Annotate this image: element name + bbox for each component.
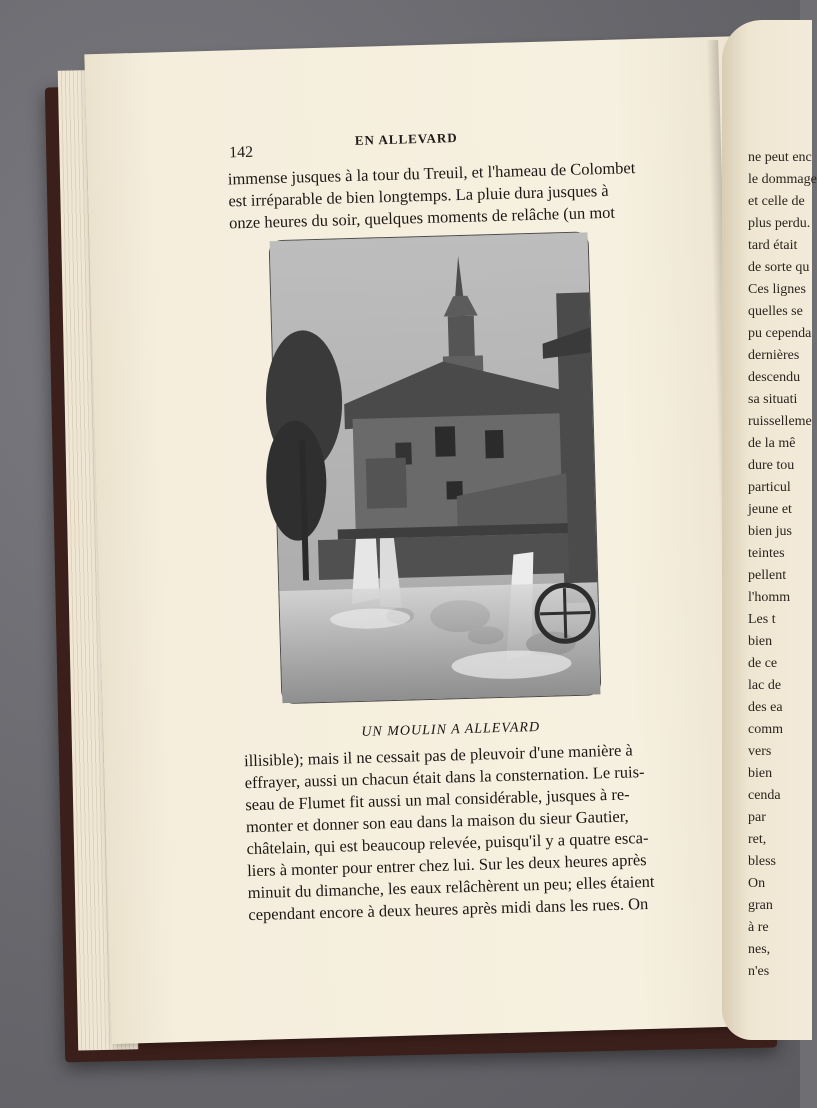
right-page-fragment: ret, (748, 832, 767, 847)
page-number: 142 (228, 143, 254, 162)
figure-caption: UN MOULIN A ALLEVARD (361, 719, 541, 740)
right-page-fragment: dernières (748, 348, 800, 363)
left-page (84, 36, 771, 1044)
text-line: châtelain, qui est beaucoup relevée, puisqu'il y a quatre esca- (246, 827, 649, 859)
text-line: liers à monter pour entrer chez lui. Sur les deux heures après (246, 850, 647, 881)
right-page-fragment: tard était (748, 238, 798, 253)
right-page-fragment: de la mê (748, 436, 796, 451)
right-page-fragment: bless (748, 854, 776, 869)
right-page-fragment: On (748, 876, 766, 891)
text-line: effrayer, aussi un chacun était dans la consternation. Le ruis- (244, 762, 645, 793)
text-line: monter et donner son eau dans la maison du sieur Gautier, (245, 806, 629, 837)
right-page-fragment: cenda (748, 788, 781, 803)
right-page-fragment: n'es (748, 964, 770, 979)
text-line: est irréparable de bien longtemps. La pluie dura jusques à (228, 180, 609, 211)
right-page-fragment: par (748, 810, 766, 825)
mill-illustration (270, 232, 601, 703)
right-page-fragment: bien (748, 634, 773, 649)
right-page-fragment: l'homm (748, 590, 791, 605)
right-page-fragment: teintes (748, 546, 785, 561)
right-page-fragment: de sorte qu (748, 260, 810, 275)
right-page-fragment: quelles se (748, 304, 803, 319)
text-line: seau de Flumet fit aussi un mal considérable, jusques à re- (245, 784, 630, 815)
text-line: minuit du dimanche, les eaux relâchèrent un peu; elles étaient (247, 871, 655, 903)
right-page-fragment: de ce (748, 656, 778, 671)
right-page-fragment: sa situati (748, 392, 798, 407)
right-page-fragment: comm (748, 722, 783, 737)
bottom-paragraph (244, 737, 709, 926)
right-page-fragment: Les t (748, 612, 776, 627)
right-page-fragment: le dommage (748, 172, 817, 187)
right-page-fragment: pellent (748, 568, 787, 583)
right-page-fragment: pu cependa (748, 326, 812, 341)
right-page-fragment: bien (748, 766, 773, 781)
right-page-fragment: lac de (748, 678, 782, 693)
right-page-fragment: plus perdu. (748, 216, 811, 231)
right-page-fragment: ne peut enc (748, 150, 812, 165)
text-line: immense jusques à la tour du Treuil, et l'hameau de Colombet (227, 158, 636, 189)
right-page-fragment: vers (748, 744, 772, 759)
right-page-fragment: descendu (748, 370, 801, 385)
top-paragraph (228, 156, 690, 235)
right-page-fragment: jeune et (748, 502, 792, 517)
right-page-fragment: bien jus (748, 524, 792, 539)
right-page-fragment: nes, (748, 942, 771, 957)
right-page-fragment: des ea (748, 700, 783, 715)
running-head: EN ALLEVARD (354, 130, 458, 148)
right-page (722, 20, 817, 1040)
text-line: onze heures du soir, quelques moments de relâche (un mot (228, 202, 616, 233)
right-page-fragment: ruisselleme (748, 414, 812, 429)
right-page-fragment: particul (748, 480, 791, 495)
text-line: illisible); mais il ne cessait pas de pleuvoir d'une manière à (243, 740, 633, 771)
right-page-fragment: et celle de (748, 194, 805, 209)
text-line: cependant encore à deux heures après midi dans les rues. On (248, 893, 649, 925)
right-page-fragment: gran (748, 898, 773, 913)
right-page-fragment: dure tou (748, 458, 795, 473)
right-page-fragment: à re (748, 920, 769, 935)
right-page-fragment: Ces lignes (748, 282, 806, 297)
